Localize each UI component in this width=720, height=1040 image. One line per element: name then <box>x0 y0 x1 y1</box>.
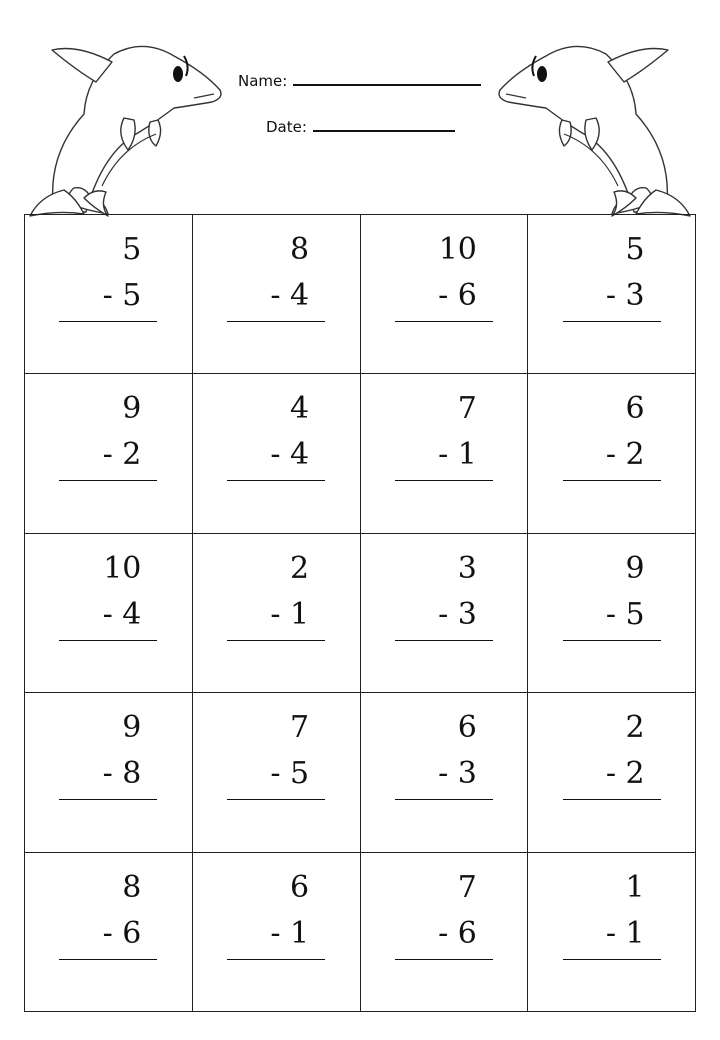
name-blank-line[interactable] <box>293 70 481 86</box>
subtrahend: - 2 <box>102 437 142 473</box>
answer-line <box>395 959 493 960</box>
subtrahend: - 1 <box>270 596 310 632</box>
subtrahend: - 6 <box>438 915 477 951</box>
minuend: 10 <box>103 550 142 586</box>
subtrahend: - 1 <box>270 915 310 951</box>
answer-line <box>395 799 493 800</box>
worksheet-header <box>0 0 720 216</box>
minuend: 6 <box>625 391 645 427</box>
subtrahend: - 5 <box>605 596 645 632</box>
subtrahend: - 1 <box>605 915 645 951</box>
answer-line <box>227 799 325 800</box>
minuend: 1 <box>625 869 645 905</box>
problem-cell[interactable] <box>361 693 529 852</box>
problem-cell[interactable] <box>25 853 193 1012</box>
answer-line <box>227 480 325 481</box>
minuend: 10 <box>438 232 477 267</box>
answer-line <box>563 480 661 481</box>
answer-line <box>227 959 325 960</box>
problem-cell[interactable] <box>25 534 193 693</box>
date-blank-line[interactable] <box>313 116 455 132</box>
dolphin-right-illustration <box>496 36 696 218</box>
minuend: 8 <box>122 869 142 905</box>
minuend: 5 <box>122 232 142 267</box>
subtrahend: - 5 <box>102 278 142 313</box>
problem-cell[interactable] <box>193 534 361 693</box>
problem-cell[interactable] <box>193 853 361 1012</box>
subtrahend: - 4 <box>102 596 142 632</box>
answer-line <box>563 799 661 800</box>
problem-cell[interactable] <box>528 534 696 693</box>
subtrahend: - 4 <box>270 437 310 473</box>
problem-cell[interactable] <box>361 853 529 1012</box>
answer-line <box>395 480 493 481</box>
answer-line <box>563 321 661 322</box>
minuend: 5 <box>625 232 645 267</box>
name-field[interactable] <box>238 70 481 90</box>
answer-line <box>59 480 157 481</box>
subtrahend: - 3 <box>605 278 645 313</box>
answer-line <box>59 640 157 641</box>
problem-cell[interactable] <box>528 374 696 533</box>
answer-line <box>563 640 661 641</box>
subtrahend: - 2 <box>605 756 645 792</box>
answer-line <box>59 321 157 322</box>
problem-cell[interactable] <box>528 853 696 1012</box>
answer-line <box>395 640 493 641</box>
subtrahend: - 8 <box>102 756 142 792</box>
problem-cell[interactable] <box>193 693 361 852</box>
subtrahend: - 1 <box>438 437 477 473</box>
minuend: 9 <box>122 391 142 427</box>
minuend: 6 <box>290 869 310 905</box>
subtrahend: - 3 <box>438 756 477 792</box>
date-field[interactable] <box>266 116 455 136</box>
minuend: 7 <box>457 869 477 905</box>
subtrahend: - 4 <box>270 278 310 313</box>
minuend: 6 <box>457 710 477 746</box>
subtrahend: - 3 <box>438 596 477 632</box>
problem-cell[interactable] <box>25 215 193 374</box>
problem-cell[interactable] <box>361 215 529 374</box>
date-label: Date: <box>266 118 307 136</box>
answer-line <box>395 321 493 322</box>
subtrahend: - 6 <box>102 915 142 951</box>
minuend: 7 <box>290 710 310 746</box>
minuend: 3 <box>457 550 477 586</box>
answer-line <box>59 959 157 960</box>
problem-cell[interactable] <box>193 215 361 374</box>
problem-cell[interactable] <box>193 374 361 533</box>
problem-cell[interactable] <box>361 374 529 533</box>
dolphin-left-illustration <box>24 36 224 218</box>
subtrahend: - 2 <box>605 437 645 473</box>
name-label: Name: <box>238 72 288 90</box>
answer-line <box>563 959 661 960</box>
subtrahend: - 6 <box>438 278 477 313</box>
problem-cell[interactable] <box>25 374 193 533</box>
subtrahend: - 5 <box>270 756 310 792</box>
minuend: 8 <box>290 232 310 267</box>
problem-grid <box>24 214 696 1012</box>
problem-cell[interactable] <box>528 693 696 852</box>
minuend: 7 <box>457 391 477 427</box>
minuend: 2 <box>290 550 310 586</box>
minuend: 9 <box>122 710 142 746</box>
answer-line <box>227 321 325 322</box>
problem-cell[interactable] <box>25 693 193 852</box>
problem-cell[interactable] <box>528 215 696 374</box>
minuend: 9 <box>625 550 645 586</box>
problem-cell[interactable] <box>361 534 529 693</box>
answer-line <box>227 640 325 641</box>
minuend: 4 <box>290 391 310 427</box>
minuend: 2 <box>625 710 645 746</box>
answer-line <box>59 799 157 800</box>
